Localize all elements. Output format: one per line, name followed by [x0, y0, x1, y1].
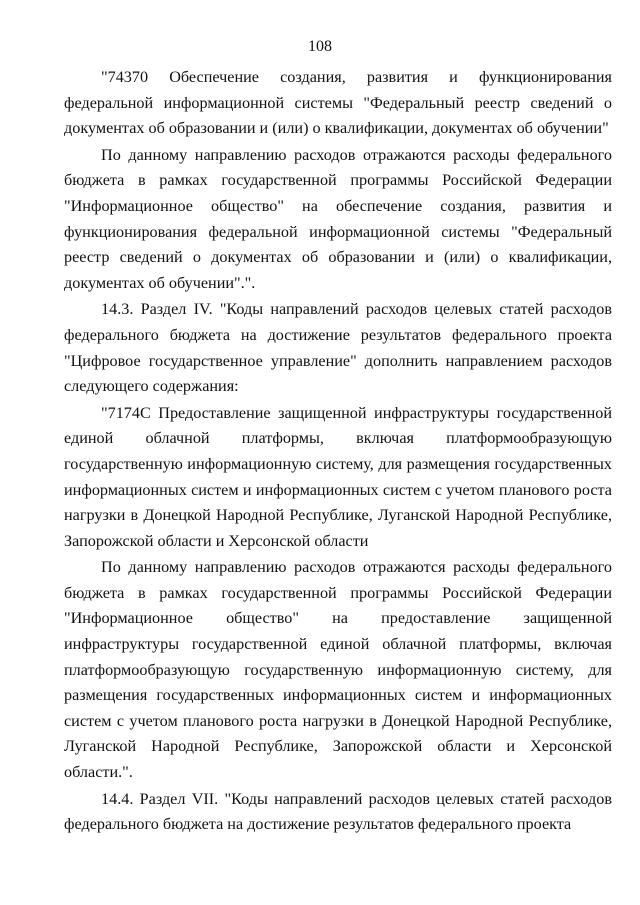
paragraph-74370-title: "74370 Обеспечение создания, развития и функционирования федеральной информационной системы "Федеральный реестр сведений о документах об образовании и (или) о квалификации, документах об обучении" — [64, 68, 612, 138]
paragraph-14-4-section: 14.4. Раздел VII. "Коды направлений расходов целевых статей расходов федерального бюджета на достижение результатов федерального проекта — [64, 789, 612, 834]
paragraph-7174c-title: "7174С Предоставление защищенной инфраструктуры государственной единой облачной платформы, включая платформообразующую государственную информационную систему, для размещения государственных информационных систем и информационных систем с учетом планового роста нагрузки в Донецкой Народной Республике, Луганской Народной Республике, Запорожской области и Херсонской области — [64, 403, 612, 550]
paragraph-7174c-description: По данному направлению расходов отражаются расходы федерального бюджета в рамках государственной программы Российской Федерации "Информационное общество" на предоставление защищенной инфраструктуры государственной единой облачной платформы, включая платформообразующую государственную информационную систему, для размещения государственных информационных систем и информационных систем с учетом планового роста нагрузки в Донецкой Народной Республике, Луганской Народной Республике, Запорожской области и Херсонской области.". — [64, 558, 612, 782]
paragraph-74370-description: По данному направлению расходов отражаются расходы федерального бюджета в рамках государственной программы Российской Федерации "Информационное общество" на обеспечение создания, развития и функционирования федеральной информационной системы "Федеральный реестр сведений о документах об образовании и (или) о квалификации, документах об обучении".". — [64, 145, 612, 292]
page-number: 108 — [308, 38, 332, 55]
document-body — [64, 65, 612, 838]
paragraph-14-3-section: 14.3. Раздел IV. "Коды направлений расходов целевых статей расходов федерального бюджета на достижение результатов федерального проекта "Цифровое государственное управление" дополнить направлением расходов следующего содержания: — [64, 300, 612, 396]
